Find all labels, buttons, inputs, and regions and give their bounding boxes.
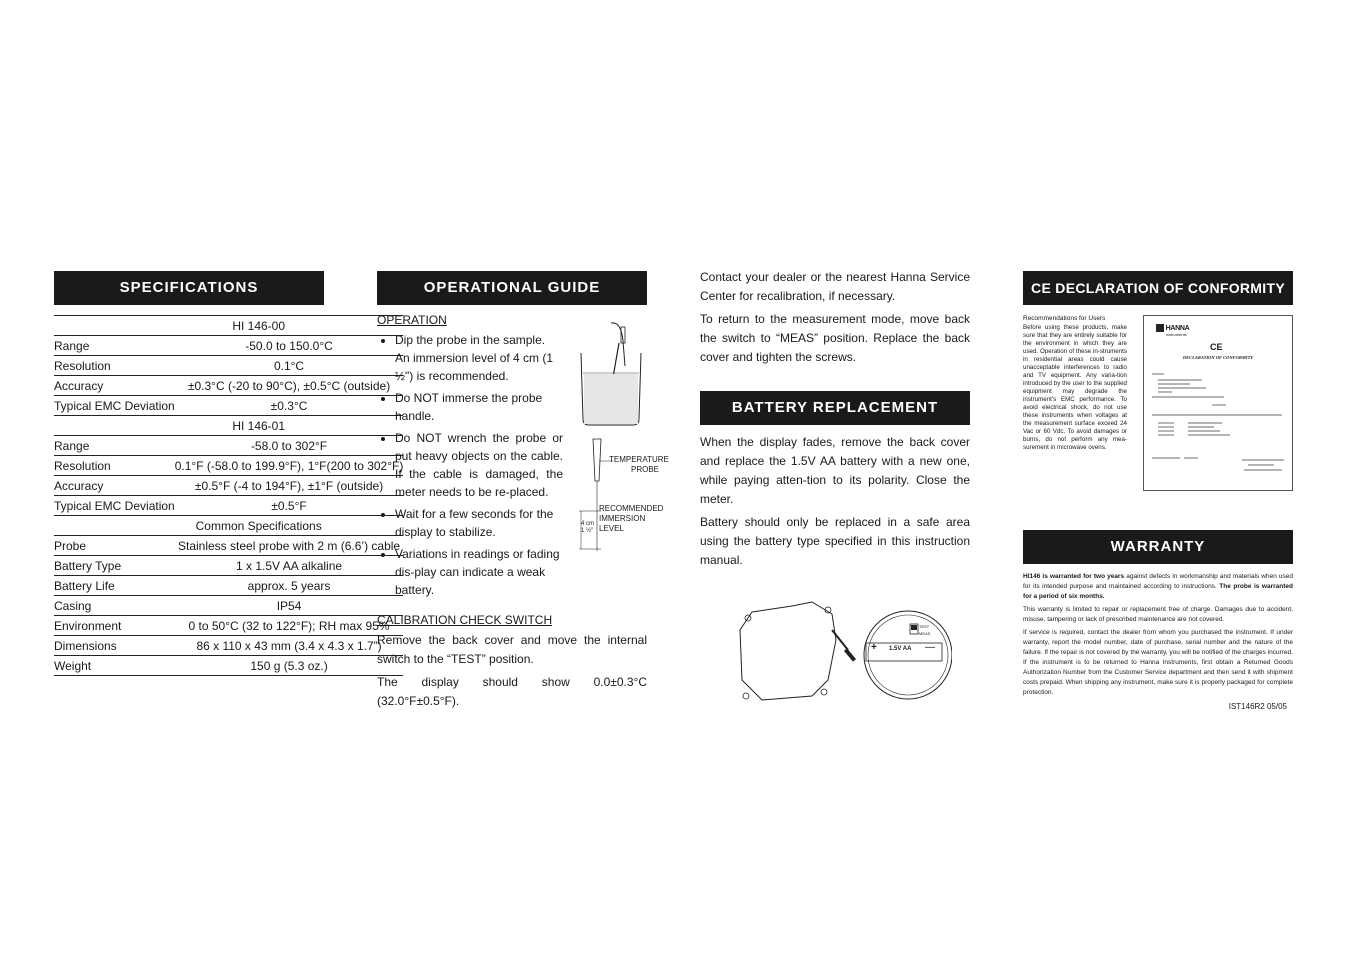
operational-guide-header: OPERATIONAL GUIDE	[377, 271, 647, 305]
calibration-text-2: The display should show 0.0±0.3°C (32.0°F±0.5°F).	[377, 675, 647, 708]
depth-cm-label: 4 cm	[581, 521, 595, 527]
recommendations-text: Before using these products, make sure that they are entirely suitable for the environment in which they are used. Operation of these in-struments in residential areas could cause unacceptable interferences to radio and TV equipment. Any varia-tion introduced by the user to the supplied equipment may degrade the instrument’s EMC performance. To avoid electrical shock, do not use these instruments when voltages at the measurement surface exceed 24 Vac or 60 Vdc. To avoid damages or burns, do not perform any mea-surement in microwave ovens.	[1023, 324, 1127, 451]
declaration-body-lines	[1150, 370, 1288, 488]
spec-value: IP54	[175, 596, 404, 616]
hanna-logo-mark	[1156, 324, 1164, 332]
table-row	[54, 636, 403, 656]
spec-value: 1 x 1.5V AA alkaline	[175, 556, 404, 576]
spec-key: Environment	[54, 616, 175, 636]
depth-in-label: 1 ½"	[581, 528, 594, 534]
spec-key: Range	[54, 436, 175, 456]
declaration-document	[1143, 315, 1293, 491]
table-row	[54, 436, 403, 456]
recommendations-heading: Recommendations for Users	[1023, 315, 1106, 322]
spec-value: approx. 5 years	[175, 576, 404, 596]
ce-warranty-column	[1023, 271, 1293, 711]
table-row	[54, 556, 403, 576]
ce-declaration-header: CE DECLARATION OF CONFORMITY	[1023, 271, 1293, 305]
list-item: • Do NOT wrench the probe or put heavy objects on the cable. If the cable is damaged, the meter needs to be re-placed.	[395, 429, 563, 501]
spec-value: Stainless steel probe with 2 m (6.6’) cable	[175, 536, 404, 556]
table-row	[54, 536, 403, 556]
spec-section-title: HI 146-01	[54, 416, 403, 436]
operation-list	[377, 331, 563, 599]
declaration-title: DECLARATION OF CONFORMITY	[1182, 355, 1254, 360]
ce-mark: CE	[1210, 342, 1223, 352]
calibration-heading: CALIBRATION CHECK SWITCH	[377, 613, 553, 627]
spec-key: Battery Type	[54, 556, 175, 576]
spec-section-title: Common Specifications	[54, 516, 403, 536]
table-row	[54, 576, 403, 596]
spec-value: 0 to 50°C (32 to 122°F); RH max 95%	[175, 616, 404, 636]
table-row	[54, 476, 403, 496]
warranty-text-2: This warranty is limited to repair or replacement free of charge. Damages due to accident, misuse, tampering or lack of prescribed maintenance are not covered.	[1023, 606, 1293, 623]
spec-value: 0.1°F (-58.0 to 199.9°F), 1°F(200 to 302°F)	[175, 456, 404, 476]
spec-key: Casing	[54, 596, 175, 616]
spec-section-heading	[54, 416, 403, 436]
spec-key: Resolution	[54, 356, 175, 376]
battery-plus-label: +	[871, 642, 877, 653]
battery-text-2: Battery should only be replaced in a safe area using the battery type specified in this instruction manual.	[700, 515, 970, 567]
table-row	[54, 396, 403, 416]
list-item: • Wait for a few seconds for the display to stabilize.	[395, 505, 563, 541]
table-row	[54, 656, 403, 676]
spec-key: Battery Life	[54, 576, 175, 596]
hanna-logo-sub: instruments	[1166, 332, 1187, 337]
calibration-text-1: Remove the back cover and move the internal switch to the “TEST” position.	[377, 633, 647, 666]
table-row	[54, 496, 403, 516]
warranty-header: WARRANTY	[1023, 530, 1293, 564]
immersion-note: An immersion level of 4 cm (1 ½") is recommended.	[395, 351, 554, 383]
battery-replacement-header: BATTERY REPLACEMENT	[700, 391, 970, 425]
spec-section-heading	[54, 316, 403, 336]
spec-value: 86 x 110 x 43 mm (3.4 x 4.3 x 1.7”)	[175, 636, 404, 656]
spec-key: Range	[54, 336, 175, 356]
spec-key: Typical EMC Deviation	[54, 396, 175, 416]
spec-value: -50.0 to 150.0°C	[175, 336, 404, 356]
specifications-column	[54, 271, 404, 676]
spec-value: ±0.5°F (-4 to 194°F), ±1°F (outside)	[175, 476, 404, 496]
battery-minus-label: —	[925, 642, 935, 653]
recalibration-text: Contact your dealer or the nearest Hanna Service Center for recalibration, if necessary.	[700, 270, 970, 303]
warranty-text-1: HI146 is warranted for two years against defects in workmanship and materials when used for its intended purpose and maintained according to instructions. The probe is warranted for a period of six months.	[1023, 573, 1293, 600]
switch-test-label: TEST	[919, 624, 930, 629]
spec-value: ±0.5°F	[175, 496, 404, 516]
return-mode-text: To return to the measurement mode, move back the switch to “MEAS” position. Replace the back cover and tighten the screws.	[700, 312, 970, 364]
meter-back-illustration	[732, 600, 952, 710]
spec-value: ±0.3°C (-20 to 90°C), ±0.5°C (outside)	[175, 376, 404, 396]
spec-section-heading	[54, 516, 403, 536]
spec-value: ±0.3°C	[175, 396, 404, 416]
list-item: • Dip the probe in the sample. An immersion level of 4 cm (1 ½") is recommended.	[395, 331, 563, 385]
spec-key: Resolution	[54, 456, 175, 476]
battery-figure	[700, 600, 970, 710]
battery-type-label: 1.5V AA	[889, 646, 912, 652]
spec-value: -58.0 to 302°F	[175, 436, 404, 456]
spec-section-title: HI 146-00	[54, 316, 403, 336]
warranty-text-3: If service is required, contact the dealer from whom you purchased the instrument. If under warranty, report the model number, date of purchase, serial number and the nature of the failure. If the repair is not covered by the warranty, you will be notified of the charges incurred. If the instrument is to be returned to Hanna Instruments, first obtain a Returned Goods Authorization Number from the Customer Service department and then send it with shipment costs prepaid. When shipping any instrument, make sure it is properly packaged for complete protection.	[1023, 629, 1293, 696]
spec-key: Probe	[54, 536, 175, 556]
list-item: • Do NOT immerse the probe handle.	[395, 389, 563, 425]
table-row	[54, 336, 403, 356]
table-row	[54, 456, 403, 476]
table-row	[54, 356, 403, 376]
operational-guide-column	[377, 271, 669, 715]
spec-key: Dimensions	[54, 636, 175, 656]
temperature-probe-label: TEMPERATURE PROBE	[609, 455, 669, 474]
table-row	[54, 616, 403, 636]
spec-value: 0.1°C	[175, 356, 404, 376]
hanna-logo: HANNA	[1165, 324, 1190, 332]
table-row	[54, 376, 403, 396]
document-code: IST146R2 05/05	[1228, 702, 1287, 711]
spec-key: Accuracy	[54, 476, 175, 496]
battery-text-1: When the display fades, remove the back cover and replace the 1.5V AA battery with a new one, while paying atten-tion to its polarity. Close the meter.	[700, 435, 970, 506]
spec-key: Weight	[54, 656, 175, 676]
spec-key: Accuracy	[54, 376, 175, 396]
switch-meas-label: MEAS	[919, 631, 931, 636]
specifications-header: SPECIFICATIONS	[54, 271, 324, 305]
spec-value: 150 g (5.3 oz.)	[175, 656, 404, 676]
recalibration-column	[700, 268, 970, 710]
operation-heading: OPERATION	[377, 313, 447, 327]
specifications-table	[54, 315, 403, 676]
table-row	[54, 596, 403, 616]
spec-key: Typical EMC Deviation	[54, 496, 175, 516]
list-item: • Variations in readings or fading dis-play can indicate a weak battery.	[395, 545, 563, 599]
immersion-level-label: RECOMMENDED IMMERSION LEVEL	[599, 504, 664, 533]
